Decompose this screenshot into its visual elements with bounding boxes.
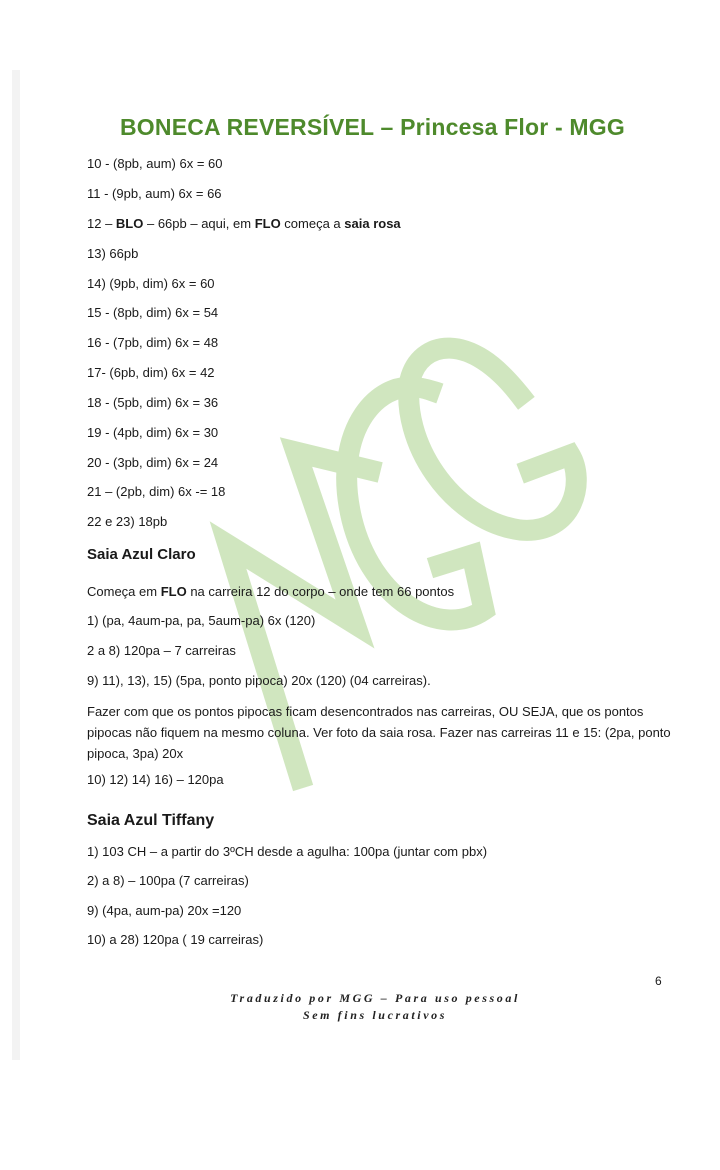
intro-suffix: na carreira 12 do corpo – onde tem 66 pontos (186, 584, 455, 599)
row-14: 14) (9pb, dim) 6x = 60 (87, 276, 215, 291)
row-12-blo: BLO (115, 216, 144, 231)
page-edge-shadow (12, 70, 20, 1060)
row-18: 18 - (5pb, dim) 6x = 36 (87, 395, 219, 410)
tiffany-row-1: 1) 103 CH – a partir do 3ºCH desde a agulha: 100pa (juntar com pbx) (87, 844, 488, 859)
row-21: 21 – (2pb, dim) 6x -= 18 (87, 484, 226, 499)
row-13: 13) 66pb (87, 246, 139, 261)
tiffany-row-9: 9) (4pa, aum-pa) 20x =120 (87, 903, 242, 918)
document-title: BONECA REVERSÍVEL – Princesa Flor - MGG (120, 114, 625, 140)
row-22-23: 22 e 23) 18pb (87, 514, 168, 529)
intro-flo: FLO (160, 584, 187, 599)
row-19: 19 - (4pb, dim) 6x = 30 (87, 425, 219, 440)
azul-claro-intro (87, 584, 454, 600)
azul-claro-row-1: 1) (pa, 4aum-pa, pa, 5aum-pa) 6x (120) (87, 613, 316, 628)
row-16: 16 - (7pb, dim) 6x = 48 (87, 335, 219, 350)
row-12-saia-rosa: saia rosa (344, 216, 401, 231)
tiffany-row-2-8: 2) a 8) – 100pa (7 carreiras) (87, 873, 249, 888)
row-12-prefix: 12 – (87, 216, 116, 231)
row-11: 11 - (9pb, aum) 6x = 66 (87, 186, 222, 201)
azul-claro-row-2-8: 2 a 8) 120pa – 7 carreiras (87, 643, 236, 658)
row-10: 10 - (8pb, aum) 6x = 60 (87, 156, 223, 171)
row-12-middle: – 66pb – aqui, em (143, 216, 255, 231)
row-17: 17- (6pb, dim) 6x = 42 (87, 365, 215, 380)
intro-prefix: Começa em (87, 584, 161, 599)
tiffany-row-10-28: 10) a 28) 120pa ( 19 carreiras) (87, 932, 264, 947)
footer-line-1: Traduzido por MGG – Para uso pessoal (230, 991, 520, 1005)
row-12-mid2: começa a (280, 216, 345, 231)
row-20: 20 - (3pb, dim) 6x = 24 (87, 455, 219, 470)
azul-claro-note: Fazer com que os pontos pipocas ficam desencontrados nas carreiras, OU SEJA, que os pontos pipocas não fiquem na mesmo coluna. Ver foto da saia rosa. Fazer nas carreiras 11 e 15: (2pa, ponto pipoca, 3pa) 20x (87, 704, 671, 761)
row-12 (87, 216, 401, 232)
row-15: 15 - (8pb, dim) 6x = 54 (87, 305, 219, 320)
azul-claro-row-9-15: 9) 11), 13), 15) (5pa, ponto pipoca) 20x (120) (04 carreiras). (87, 673, 431, 688)
azul-claro-row-10-16: 10) 12) 14) 16) – 120pa (87, 772, 224, 787)
heading-saia-azul-claro: Saia Azul Claro (87, 546, 196, 563)
page-number: 6 (655, 974, 662, 988)
heading-saia-azul-tiffany: Saia Azul Tiffany (87, 812, 215, 829)
watermark-letter-g-2 (409, 348, 577, 530)
footer-line-2: Sem fins lucrativos (302, 1008, 448, 1022)
row-12-flo: FLO (254, 216, 281, 231)
